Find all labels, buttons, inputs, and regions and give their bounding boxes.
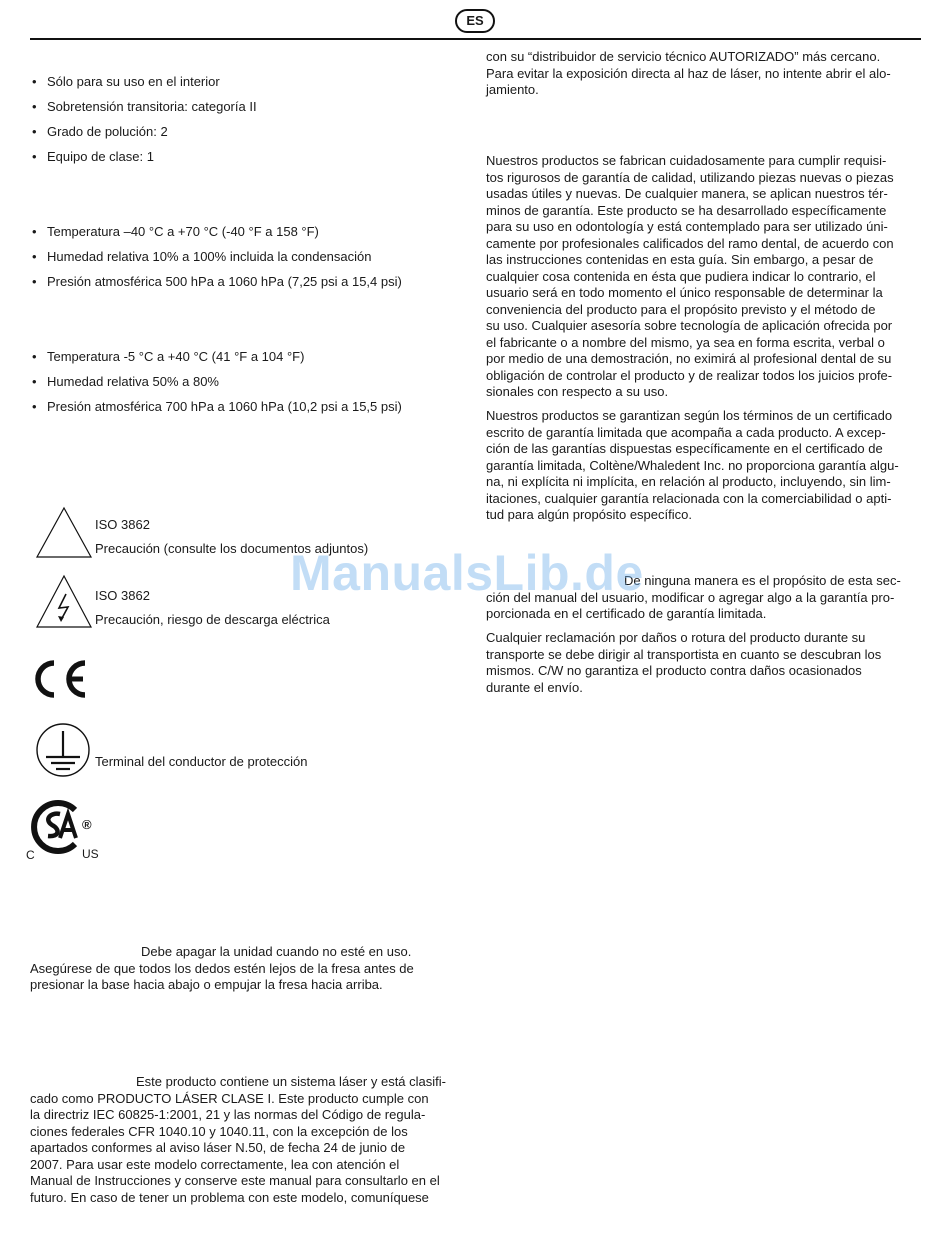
text-line: usuario será en todo momento el único responsable de determinar la [486, 285, 883, 300]
text-line: garantía limitada, Coltène/Whaledent Inc. no proporciona garantía algu- [486, 457, 899, 473]
text-line: la directriz IEC 60825-1:2001, 21 y las normas del Código de regula- [30, 1107, 426, 1122]
list-item: • Presión atmosférica 500 hPa a 1060 hPa (7,25 psi a 15,4 psi) [30, 273, 402, 298]
text-line: futuro. En caso de tener un problema con este modelo, comuníquese [30, 1189, 429, 1205]
shock-standard-label: ISO 3862 [95, 588, 150, 603]
text-line: itaciones, cualquier garantía relacionada con la comerciabilidad o apti- [486, 490, 892, 506]
warning-paragraph [30, 944, 470, 994]
text-line: obligación de controlar el producto y de realizar todos los juicios profe- [486, 367, 893, 383]
text-line: ciones federales CFR 1040.10 y 1040.11, con la excepción de los [30, 1123, 408, 1139]
list-item: • Temperatura –40 °C a +70 °C (-40 °F a 158 °F) [30, 223, 402, 248]
list-item: • Equipo de clase: 1 [30, 148, 257, 173]
text-line: apartados conformes al aviso láser N.50, de fecha 24 de junio de [30, 1140, 406, 1155]
list-item: • Sobretensión transitoria: categoría II [30, 98, 257, 123]
list-item: • Sólo para su uso en el interior [30, 73, 257, 98]
ce-mark-icon [30, 659, 90, 699]
language-badge: ES [455, 9, 495, 33]
header-rule [30, 38, 921, 40]
caution-text-label: Precaución (consulte los documentos adjuntos) [95, 541, 369, 556]
list-item: • Humedad relativa 50% a 80% [30, 373, 402, 398]
text-line: porcionada en el certificado de garantía limitada. [486, 606, 767, 621]
text-line: jamiento. [486, 82, 539, 97]
text-line: Nuestros productos se fabrican cuidadosamente para cumplir requisi- [486, 153, 887, 168]
csa-c-label: C [26, 848, 35, 862]
environment-conditions-list [30, 73, 257, 173]
text-line: ción de las garantías dispuestas específicamente en el certificado de [486, 441, 883, 456]
text-line: mismos. C/W no garantiza el producto contra daños ocasionados [486, 663, 862, 678]
text-line: Para evitar la exposición directa al haz de láser, no intente abrir el alo- [486, 65, 891, 81]
text-line: na, ni explícita ni implícita, en relación al producto, incluyendo, sin lim- [486, 474, 891, 489]
text-line: presionar la base hacia abajo o empujar la fresa hacia arriba. [30, 977, 383, 992]
operating-conditions-list [30, 348, 402, 423]
text-line: De ninguna manera es el propósito de esta sec- [624, 573, 901, 588]
text-line: ción del manual del usuario, modificar o agregar algo a la garantía pro- [486, 589, 895, 605]
text-line: transporte se debe dirigir al transportista en cuanto se descubran los [486, 646, 882, 662]
text-line: por medio de una demostración, no eximirá al profesional dental de su [486, 351, 892, 366]
text-line: para su uso en odontología y está contemplado para ser utilizado úni- [486, 219, 888, 234]
electric-shock-warning-icon [35, 574, 93, 630]
shipping-paragraph [486, 630, 926, 696]
list-item: • Presión atmosférica 700 hPa a 1060 hPa (10,2 psi a 15,5 psi) [30, 398, 402, 423]
text-line: Debe apagar la unidad cuando no esté en uso. [141, 944, 412, 959]
list-item: • Temperatura -5 °C a +40 °C (41 °F a 104 °F) [30, 348, 402, 373]
text-line: 2007. Para usar este modelo correctamente, lea con atención el [30, 1156, 400, 1172]
text-line: con su “distribuidor de servicio técnico AUTORIZADO” más cercano. [486, 49, 881, 64]
laser-paragraph [30, 1074, 470, 1206]
caution-standard-label: ISO 3862 [95, 517, 150, 532]
watermark: ManualsLib.de [290, 545, 644, 601]
text-line: tos rigurosos de garantía de calidad, utilizando piezas nuevas o piezas [486, 169, 894, 185]
protective-earth-icon [36, 723, 92, 779]
text-line: tud para algún propósito específico. [486, 507, 692, 522]
shock-text-label: Precaución, riesgo de descarga eléctrica [95, 612, 330, 627]
text-line: durante el envío. [486, 679, 583, 695]
text-line: minos de garantía. Este producto se ha desarrollado específicamente [486, 202, 887, 218]
list-item: • Humedad relativa 10% a 100% incluida la condensación [30, 248, 402, 273]
csa-certification-logo [30, 798, 84, 856]
text-line: Asegúrese de que todos los dedos estén lejos de la fresa antes de [30, 960, 414, 976]
list-item: • Grado de polución: 2 [30, 123, 257, 148]
warranty-paragraph-1 [486, 153, 926, 401]
text-line: conveniencia del producto para el propósito previsto y el método de [486, 301, 876, 317]
text-line: el fabricante o a nombre del mismo, ya sea en forma escrita, verbal o [486, 334, 885, 350]
text-line: sionales con respecto a su uso. [486, 384, 669, 399]
storage-conditions-list [30, 223, 402, 298]
text-line: escrito de garantía limitada que acompaña a cada producto. A excep- [486, 424, 886, 440]
text-line: cado como PRODUCTO LÁSER CLASE I. Este producto cumple con [30, 1090, 429, 1106]
text-line: su uso. Cualquier asesoría sobre tecnología de aplicación ofrecida por [486, 318, 893, 333]
caution-triangle-icon [35, 506, 93, 560]
text-line: camente por profesionales calificados del ramo dental, de acuerdo con [486, 235, 894, 251]
csa-us-label: US [82, 847, 99, 861]
laser-continuation-paragraph [486, 49, 926, 99]
text-line: cualquier cosa contenida en ésta que pudiera indicar lo contrario, el [486, 268, 876, 284]
text-line: Cualquier reclamación por daños o rotura del producto durante su [486, 630, 866, 645]
csa-registered-mark: ® [82, 817, 92, 832]
text-line: Este producto contiene un sistema láser y está clasifi- [136, 1074, 446, 1089]
text-line: Nuestros productos se garantizan según los términos de un certificado [486, 408, 893, 423]
ground-text-label: Terminal del conductor de protección [95, 754, 308, 769]
text-line: usadas útiles y nuevas. De cualquier manera, se aplican nuestros tér- [486, 186, 888, 201]
text-line: Manual de Instrucciones y conserve este manual para consultarlo en el [30, 1173, 440, 1188]
warranty-paragraph-2 [486, 408, 926, 524]
text-line: las instrucciones contenidas en esta guía. Sin embargo, a pesar de [486, 252, 874, 267]
